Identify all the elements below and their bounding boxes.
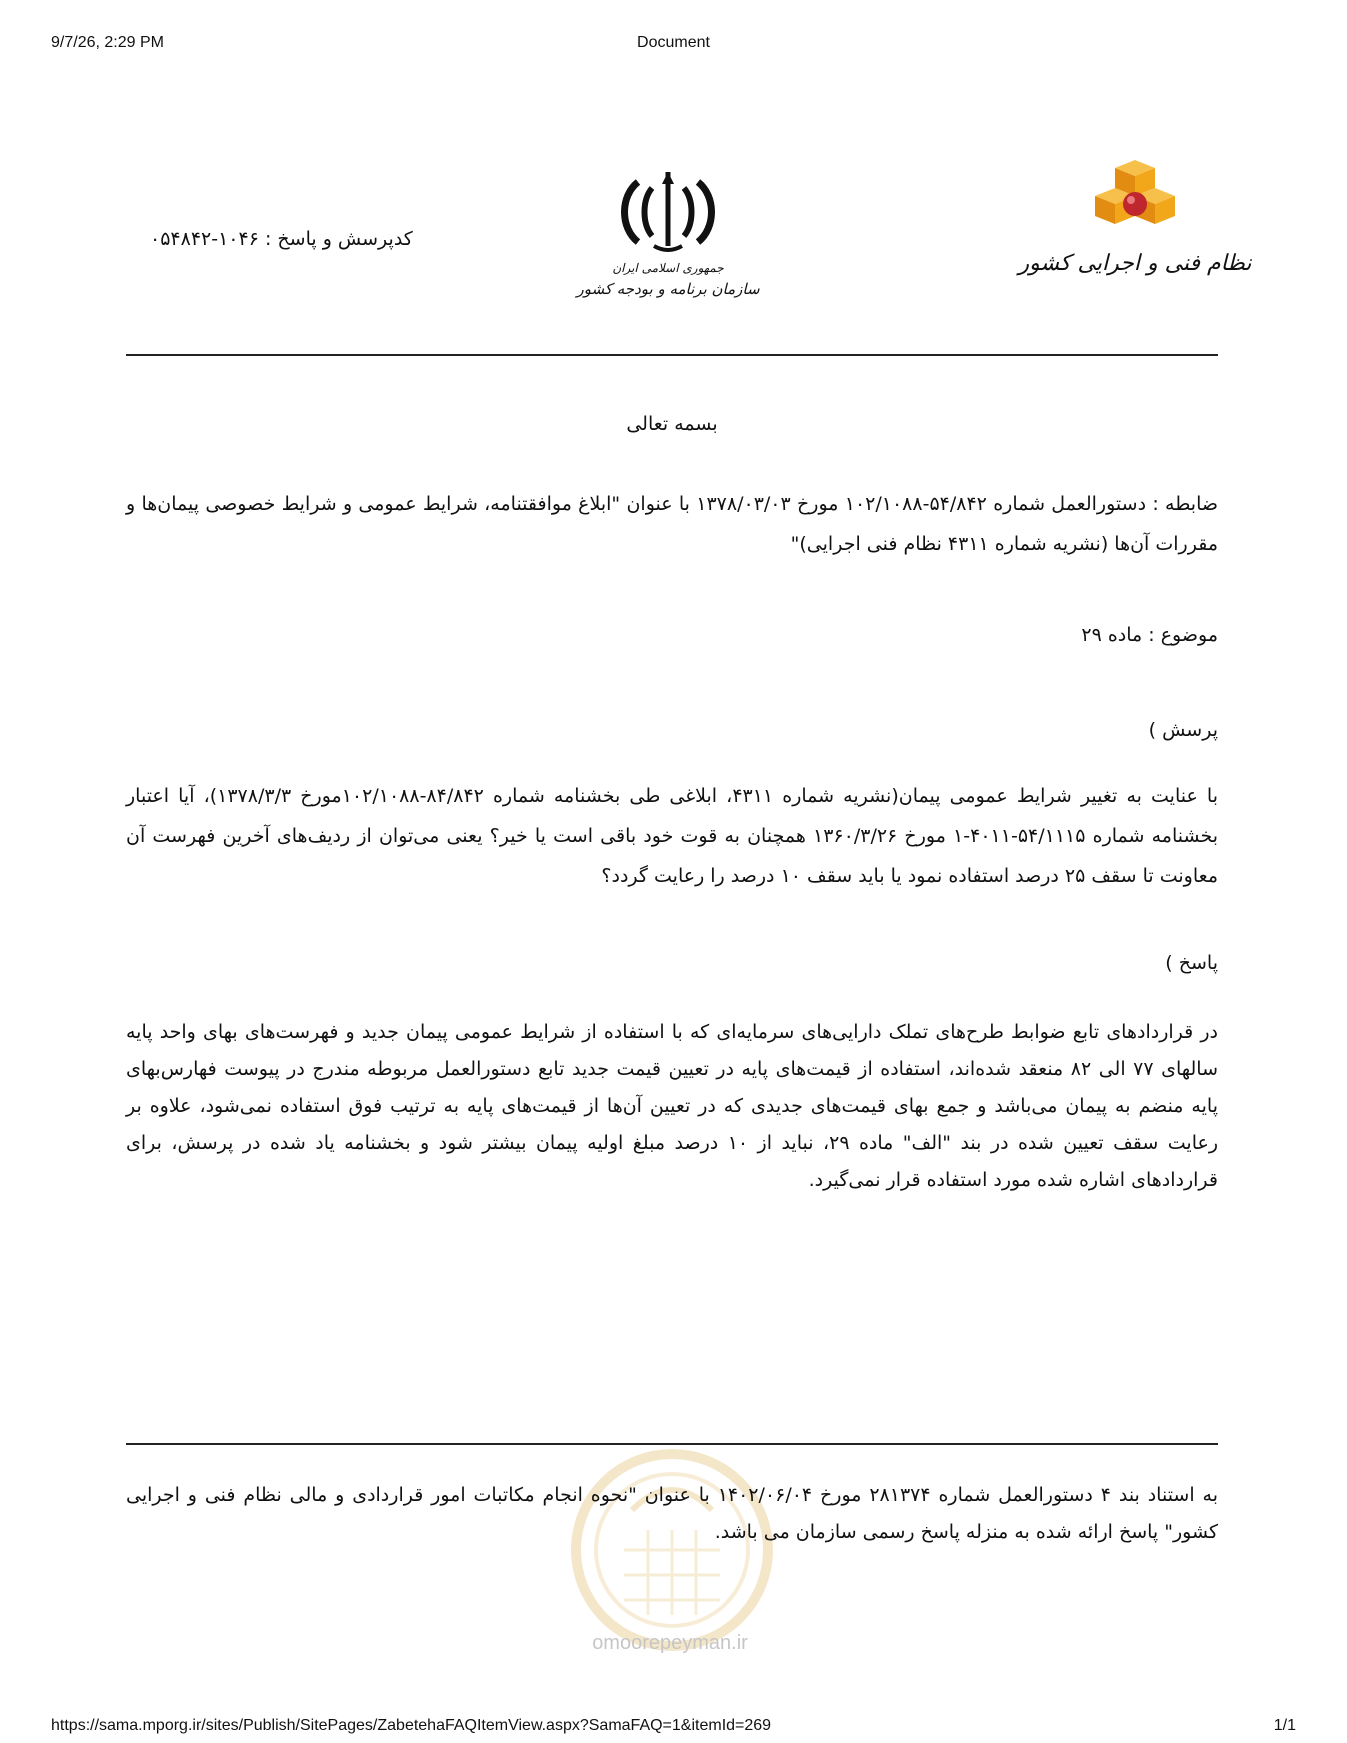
watermark-site: omoorepeyman.ir xyxy=(592,1632,748,1654)
question-label: پرسش ) xyxy=(1148,719,1218,741)
iran-emblem-icon xyxy=(576,162,760,312)
footer-divider xyxy=(126,1443,1218,1445)
reference-code: کدپرسش و پاسخ : ۱۰۴۶-۰۵۴۸۴۲ xyxy=(150,228,413,250)
zabete-paragraph: ضابطه : دستورالعمل شماره ۵۴/۸۴۲-۱۰۲/۱۰۸۸ مورخ ۱۳۷۸/۰۳/۰۳ با عنوان "ابلاغ موافقتنامه، شرایط عمومی و شرایط خصوصی پیمان‌ها و مقررات آن‌ها (نشریه شماره ۴۳۱۱ نظام فنی اجرایی)" xyxy=(126,493,1219,555)
technical-system-logo-text: نظام فنی و اجرایی کشور xyxy=(1018,251,1252,276)
technical-system-logo xyxy=(1018,160,1252,300)
page-number: 1/1 xyxy=(1273,1717,1296,1734)
answer-label: پاسخ ) xyxy=(1165,952,1218,974)
answer-text: در قراردادهای تابع ضوابط طرح‌های تملک دارایی‌های سرمایه‌ای که با استفاده از شرایط عمومی پیمان جدید و فهرست‌های بهای واحد پایه سالهای ۷۷ الی ۸۲ منعقد شده‌اند، استفاده از قیمت‌های پایه در تعیین قیمت جدید تابع دستورالعمل مربوطه مندرج در پیوست فهارس‌بهای پایه منضم به پیمان می‌باشد و جمع بهای قیمت‌های جدیدی که در تعیین آن‌ها از قیمت‌های پایه به ترتیب فوق استفاده نمی‌شود، علاوه بر رعایت سقف تعیین شده در بند "الف" ماده ۲۹، نباید از ۱۰ درصد مبلغ اولیه پیمان بیشتر شود و بخشنامه یاد شده در پرسش، برای قراردادهای اشاره شده مورد استفاده قرار نمی‌گیرد. xyxy=(126,1021,1219,1191)
cubes-logo-icon xyxy=(1018,160,1252,300)
print-datetime: 9/7/26, 2:29 PM xyxy=(51,34,164,51)
header-divider xyxy=(126,354,1218,356)
basmala: بسمه تعالی xyxy=(626,413,718,435)
print-header xyxy=(0,34,1347,56)
iran-emblem-logo xyxy=(576,162,760,312)
print-url-link[interactable]: https://sama.mporg.ir/sites/Publish/SitePages/ZabetehaFAQItemView.aspx?SamaFAQ=1&itemId=269 xyxy=(51,1717,772,1734)
question-text: با عنایت به تغییر شرایط عمومی پیمان(نشریه شماره ۴۳۱۱، ابلاغی طی بخشنامه شماره ۸۴/۸۴۲-۱۰۲/۱۰۸۸مورخ ۱۳۷۸/۳/۳)، آیا اعتبار بخشنامه شماره ۵۴/۱۱۱۵-۴۰۱۱-۱ مورخ ۱۳۶۰/۳/۲۶ همچنان به قوت خود باقی است یا خیر؟ یعنی می‌توان از ردیف‌های آخرین فهرست آن معاونت تا سقف ۲۵ درصد استفاده نمود یا باید سقف ۱۰ درصد را رعایت گردد؟ xyxy=(126,785,1219,887)
center-logo-line1: جمهوری اسلامی ایران xyxy=(612,261,724,275)
print-title: Document xyxy=(637,34,710,51)
subject-line: موضوع : ماده ۲۹ xyxy=(1081,624,1218,646)
print-footer xyxy=(0,1717,1347,1739)
letterhead xyxy=(0,150,1347,320)
center-logo-line2: سازمان برنامه و بودجه کشور xyxy=(576,280,760,298)
footer-note: به استناد بند ۴ دستورالعمل شماره ۲۸۱۳۷۴ مورخ ۱۴۰۲/۰۶/۰۴ با عنوان "نحوه انجام مکاتبات امور قراردادی و مالی نظام فنی و اجرایی کشور" پاسخ ارائه شده به منزله پاسخ رسمی سازمان می باشد. xyxy=(126,1484,1218,1543)
